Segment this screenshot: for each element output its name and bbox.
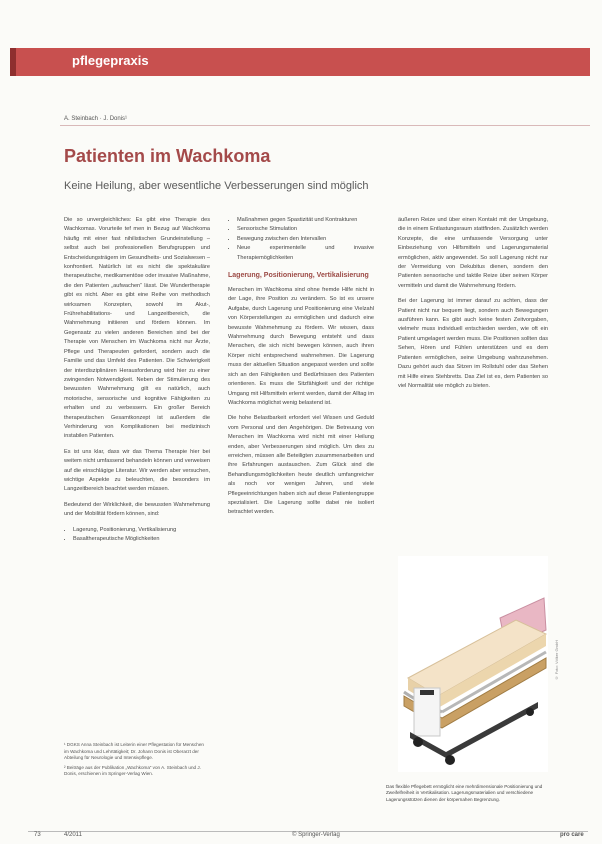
- list-item: • Bewegung zwischen den Intervallen: [237, 235, 374, 244]
- page-number: 73: [34, 832, 41, 838]
- section-label: pflegepraxis: [72, 53, 149, 68]
- care-bed-illustration: [398, 556, 548, 772]
- journal-name: pro care: [560, 832, 584, 838]
- paragraph: Die so unvergleichliches: Es gibt eine Therapie des Wachkomas. Vorurteile tef men in Bezug auf Wachkoma häufig mit einer fast nihilistischen Grundeinstellung – selbst auch bei professionellen Berufsgruppen und Entscheidungsträgern im Gesundheits- und Sozialwesen – konfrontiert. Natürlich ist es nicht die spektakuläre therapeutische, medikamentöse oder invasive Maßnahme, die den Patienten „aufwachen“ lässt. Die Wundertherapie gibt es nicht. Aber es gibt eine Reihe von methodisch wirksamen Konzepten, sowohl im Akut-, Frührehabilitations- und Langzeitbereich, die Wahrnehmung initiieren und fördern können. Im Gegensatz zu vielen anderen Bereichen sind bei der Therapie von Menschen im Wachkoma nicht nur Ärzte, Pflege und Therapeuten gefordert, sondern auch die Familie und das Umfeld des Patienten. Die Schwierigkeit der interdisziplinären Herausforderung wird hier zu einer zwingenden Notwendigkeit. Neben der Stimulierung des bewussten Wahrnehmung gilt es natürlich, auch motorische, sensorische und kognitive Fähigkeiten zu erhalten und zu verbessern. Ein großer Bereich therapeutischen Gesamtkonzept ist außerdem die Verhinderung von Komplikationen bei medizinisch instabilen Patienten.: [64, 217, 210, 440]
- paragraph: Es ist uns klar, dass wir das Thema Therapie hier bei weitem nicht umfassend behandeln können und verweisen auf die einschlägige Literatur. Wir werden aber versuchen, wichtige Aspekte zu beleuchten, die besonders im Langzeitbereich beachtet werden müssen.: [64, 448, 210, 493]
- list-item: • Lagerung, Positionierung, Vertikalisierung: [73, 526, 210, 535]
- list-item: • Maßnahmen gegen Spastizität und Kontrakturen: [237, 216, 374, 225]
- article-subtitle: Keine Heilung, aber wesentliche Verbesserungen sind möglich: [64, 180, 369, 192]
- paragraph: Bei der Lagerung ist immer darauf zu achten, dass der Patient nicht nur bequem liegt, sondern auch Bewegungen ausführen kann. Es gibt auch keine festen Zeitvorgaben, vielmehr muss individuell entschieden werden, wie oft ein Patient umgelagert werden muss. Die Positionen sollten das Sehen, Hören und Fühlen unterstützen und es dem Patienten ermöglichen, seine Umgebung wahrzunehmen. Dazu gehört auch das Sitzen im Rollstuhl oder das Stehen mit Hilfe eines Stehbretts. Das Ziel ist es, dem Patienten so viel Normalität wie möglich zu bieten.: [398, 298, 548, 389]
- bullet-list: [228, 216, 374, 263]
- header-accent-strip: [10, 48, 16, 76]
- photo-credit: © Foto: Völker GmbH: [554, 640, 559, 681]
- figure-caption: Das flexible Pflegebett ermöglicht eine mehrdimensionale Positionierung und Zweifelfreiheit in Vertikalisation. Lagerungsmaterialien und verschiedene Lagerungsstützen dienen der körpernahen Begrenzung.: [386, 784, 543, 802]
- list-item: • Basaltherapeutische Möglichkeiten: [73, 535, 210, 544]
- paragraph: Menschen im Wachkoma sind ohne fremde Hilfe nicht in der Lage, ihre Position zu verändern. So ist es unsere Aufgabe, durch Lagerung und Positionierung eine Vielzahl von Körperstellungen zu ermöglichen und dadurch eine bewusste Wahrnehmung zu fördern. Wir wissen, dass Wahrnehmung durch Bewegung entsteht und dass Menschen, die sich nicht bewegen können, auch ihren Körper nicht entsprechend wahrnehmen. Die Lagerung muss der aktuellen Situation angepasst werden und sollte sich an den Fähigkeiten und Bedürfnissen des Patienten orientieren. Es muss die Sitzfähigkeit und der richtige Umgang mit Hilfsmitteln erlernt werden, damit der Alltag im Wachkoma möglichst wenig belastend ist.: [228, 287, 374, 406]
- issue-number: 4/2011: [64, 832, 82, 838]
- section-header-bar: [10, 48, 590, 76]
- divider: [60, 125, 590, 126]
- footnote: ² Beiträge aus der Publikation „Wachkoma“ von A. Steinbach und J. Donis, erschienen im Springer-Verlag Wien.: [64, 764, 201, 777]
- article-authors: A. Steinbach · J. Donis¹: [64, 116, 128, 122]
- care-bed-photo: [398, 556, 548, 772]
- publisher: © Springer-Verlag: [292, 832, 340, 838]
- section-subheading: Lagerung, Positionierung, Vertikalisierung: [228, 272, 369, 280]
- text-column-2: [228, 216, 374, 836]
- footnote: ¹ DGKS Anna Steinbach ist Leiterin einer Pflegestation für Menschen im Wachkoma und Lehrtätigkeit; Dr. Johann Donis ist Oberarzt der Abteilung für Neurologie und Intensivpflege.: [64, 742, 204, 761]
- text-column-1: [64, 216, 210, 736]
- bullet-list: [64, 526, 210, 545]
- paragraph: äußeren Reize und über einen Kontakt mit der Umgebung, die in einem Entlastungsraum stattfinden. Zusätzlich werden Konzepte, die eine umfassende Versorgung unter Einbeziehung von Hilfsmitteln und Lagerungsmaterial ermöglichen, aktiv angewendet. So soll Lagerung nicht nur der Vermeidung von Dekubitus dienen, sondern den Patienten sensorische und taktile Reize über seinen Körper vermitteln und damit die Wahrnehmung fördern.: [398, 217, 548, 289]
- article-title: Patienten im Wachkoma: [64, 146, 271, 166]
- paragraph: Die hohe Belastbarkeit erfordert viel Wissen und Geduld vom Personal und den Angehörigen. Die Betreuung von Menschen im Wachkoma wird nicht mit einer Heilung enden, aber Verbesserungen sind möglich. Um dies zu erreichen, müssen alle Beteiligten zusammenarbeiten und ihre Erfahrungen austauschen. Zum Glück sind die Behandlungsmöglichkeiten heute deutlich umfangreicher als noch vor wenigen Jahren, und viele Pflegeeinrichtungen haben sich auf diese Patientengruppe spezialisiert. Die Lagerung sollte dabei nie isoliert betrachtet werden.: [228, 415, 374, 516]
- paragraph: Bedeutend der Wirklichkeit, die bewussten Wahrnehmung und der Mobilität fördern können, sind:: [64, 501, 210, 518]
- text-column-3: [398, 216, 548, 546]
- footnotes: [64, 742, 210, 781]
- list-item: • Sensorische Stimulation: [237, 225, 374, 234]
- list-item: • Neue experimentelle und invasive Therapiemöglichkeiten: [237, 244, 374, 263]
